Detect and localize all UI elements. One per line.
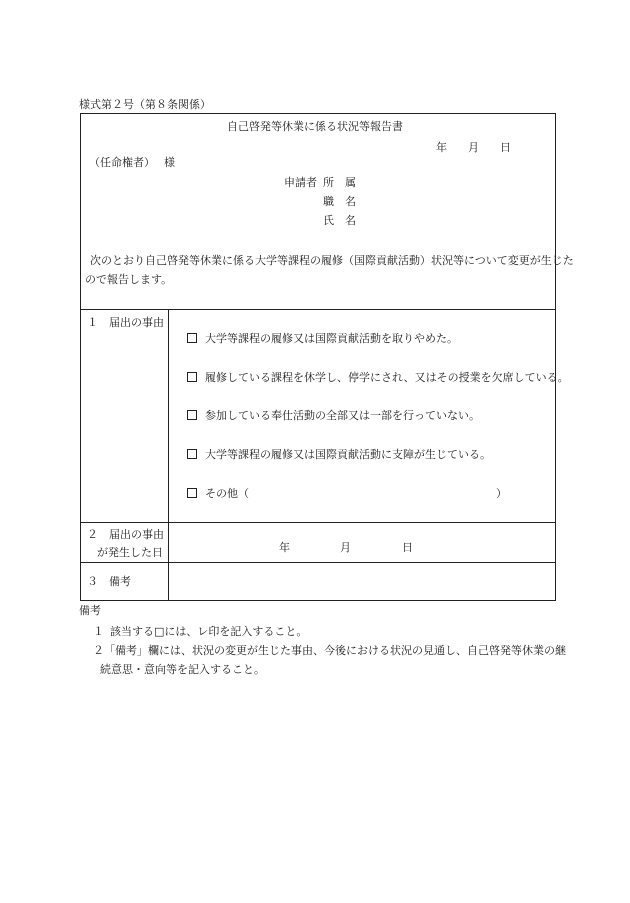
statement-line-2: ので報告します。 (85, 273, 173, 286)
note-1-number: １ (93, 625, 104, 638)
option-3[interactable] (187, 410, 480, 421)
checkbox-icon[interactable] (187, 488, 197, 498)
notes-heading: 備考 (79, 604, 101, 617)
note-2-text-line1: 「備考」欄には、状況の変更が生じた事由、今後における状況の見通し、自己啓発等休業の継 (104, 644, 566, 657)
option-other-close: ） (496, 487, 507, 500)
form-number: 様式第２号（第８条関係） (79, 98, 211, 111)
checkbox-icon[interactable] (187, 449, 197, 459)
checkbox-icon[interactable] (187, 410, 197, 420)
divider-section1 (80, 522, 556, 523)
option-other-text: その他（ (205, 487, 249, 500)
option-1-text: 大学等課程の履修又は国際貢献活動を取りやめた。 (205, 332, 458, 345)
note-2-text-line2: 続意思・意向等を記入すること。 (100, 663, 265, 676)
date-month-label: 月 (468, 141, 479, 154)
name-label: 氏 名 (323, 214, 356, 227)
divider-section2 (80, 562, 556, 563)
option-1[interactable] (187, 333, 458, 344)
option-2-text: 履修している課程を休学し、停学にされ、又はその授業を欠席している。 (205, 371, 569, 384)
page-title: 自己啓発等休業に係る状況等報告書 (227, 120, 403, 133)
option-other[interactable] (187, 488, 249, 499)
option-4-text: 大学等課程の履修又は国際貢献活動に支障が生じている。 (205, 448, 491, 461)
option-3-text: 参加している奉仕活動の全部又は一部を行っていない。 (205, 409, 480, 422)
note-1-text: 該当する□には、レ印を記入すること。 (110, 625, 308, 638)
occurrence-day-label: 日 (402, 541, 413, 554)
affiliation-label: 所 属 (323, 176, 356, 189)
section2-label-line2: が発生した日 (97, 546, 163, 559)
option-2[interactable] (187, 372, 569, 383)
divider-statement (80, 309, 556, 310)
occurrence-year-label: 年 (279, 541, 290, 554)
date-day-label: 日 (500, 141, 511, 154)
option-4[interactable] (187, 449, 491, 460)
note-2-number: ２ (93, 644, 104, 657)
position-label: 職 名 (323, 195, 356, 208)
occurrence-month-label: 月 (340, 541, 351, 554)
date-year-label: 年 (436, 141, 447, 154)
checkbox-icon[interactable] (187, 372, 197, 382)
section2-label-line1: ２ 届出の事由 (87, 528, 164, 541)
section1-label: １ 届出の事由 (87, 316, 164, 329)
statement-line-1: 次のとおり自己啓発等休業に係る大学等課程の履修（国際貢献活動）状況等について変更が生じた (90, 254, 574, 267)
section3-label: ３ 備考 (87, 575, 131, 588)
addressee: （任命権者） 様 (89, 156, 175, 169)
checkbox-icon[interactable] (187, 333, 197, 343)
applicant-label: 申請者 (284, 176, 317, 189)
column-divider (168, 309, 169, 601)
